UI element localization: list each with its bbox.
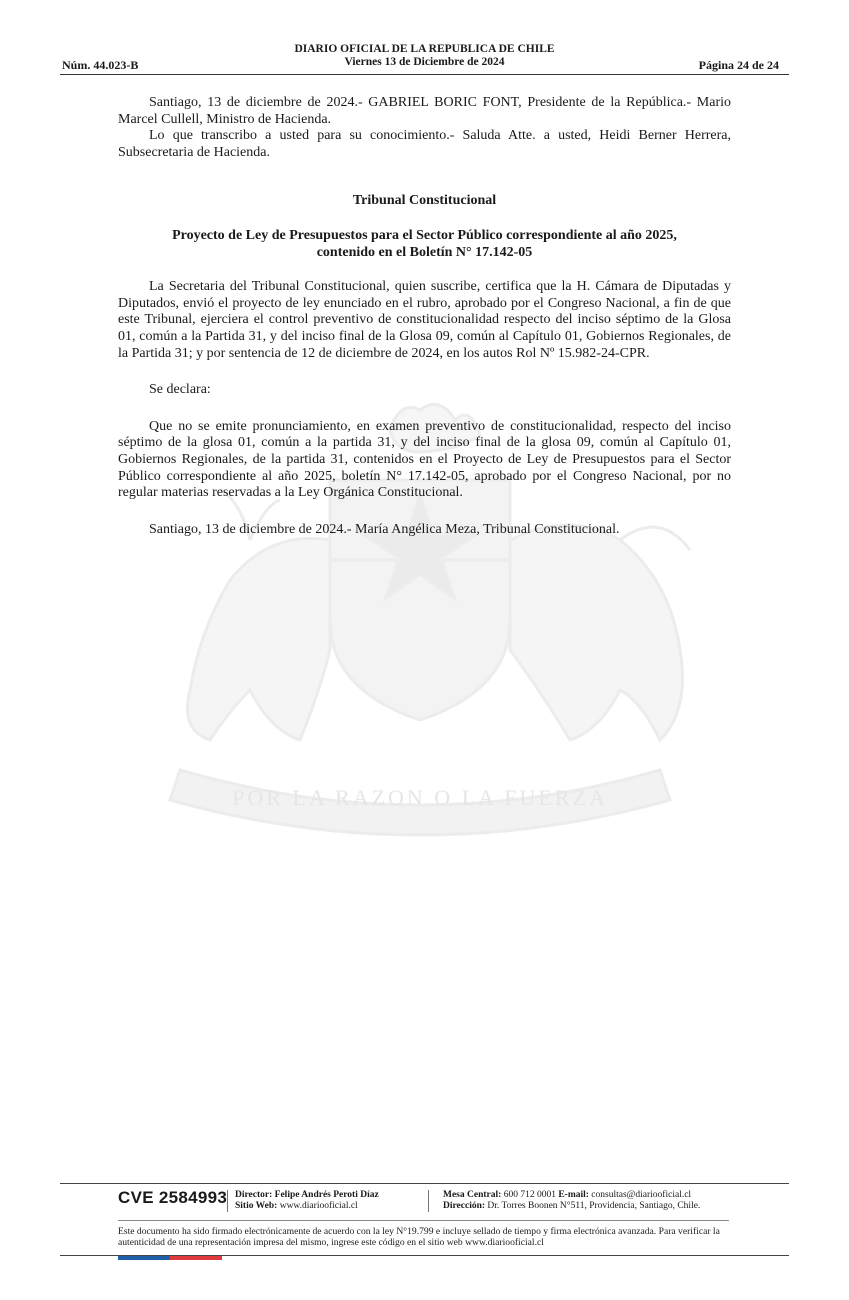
phone-number: 600 712 0001 (503, 1190, 556, 1200)
website-link[interactable]: www.diariooficial.cl (279, 1201, 358, 1211)
declaration-paragraph: Que no se emite pronunciamiento, en examen preventivo de constitucionalidad, respecto del inciso séptimo de la glosa 01, común a la partida 31, y del inciso final de la glosa 09, común al Capítulo 01, Gobiernos Regionales, de la partida 31, contenidos en el Proyecto de Ley de Presupuestos para el Sector Público correspondiente al año 2025, boletín N° 17.142-05, aprobado por el Congreso Nacional, por no regular materias reservadas a la Ley Orgánica Constitucional. (118, 418, 731, 501)
heading-line-2: contenido en el Boletín N° 17.142-05 (316, 244, 533, 260)
website-label: Sitio Web: (235, 1201, 278, 1211)
closing-paragraph-1: Santiago, 13 de diciembre de 2024.- GABRIEL BORIC FONT, Presidente de la República.- Mario Marcel Cullell, Ministro de Hacienda. (118, 95, 731, 127)
footer-contact-block (443, 1190, 700, 1212)
publication-title: DIARIO OFICIAL DE LA REPUBLICA DE CHILE (294, 43, 555, 55)
footer-separator (227, 1190, 228, 1212)
address-label: Dirección: (443, 1201, 486, 1211)
publication-date: Viernes 13 de Diciembre de 2024 (344, 56, 505, 68)
issue-number: Núm. 44.023-B (62, 58, 139, 72)
email-link[interactable]: consultas@diariooficial.cl (591, 1190, 692, 1200)
section-heading (118, 228, 731, 261)
flag-stripe-blue (118, 1256, 170, 1260)
document-body (118, 95, 731, 538)
watermark-motto: POR LA RAZON O LA FUERZA (232, 785, 608, 810)
director-name: Felipe Andrés Peroti Díaz (274, 1190, 379, 1200)
footer-divider-top (60, 1183, 789, 1184)
signature-line: Santiago, 13 de diciembre de 2024.- María Angélica Meza, Tribunal Constitucional. (149, 521, 620, 537)
phone-label: Mesa Central: (443, 1190, 502, 1200)
footer-divider-middle (118, 1220, 729, 1221)
address-value: Dr. Torres Boonen N°511, Providencia, Santiago, Chile. (487, 1201, 701, 1211)
certification-paragraph: La Secretaria del Tribunal Constitucional, quien suscribe, certifica que la H. Cámara de Diputadas y Diputados, envió el proyecto de ley enunciado en el rubro, aprobado por el Congreso Nacional, a fin de que este Tribunal, ejerciera el control preventivo de constitucionalidad respecto del inciso séptimo de la Glosa 01, común a la Partida 31, y del inciso final de la Glosa 09, común al Capítulo 01, Gobiernos Regionales, de la Partida 31; y por sentencia de 12 de diciembre de 2024, en los autos Rol Nº 15.982-24-CPR. (118, 279, 731, 361)
page-number: Página 24 de 24 (698, 58, 779, 72)
declaration-intro: Se declara: (149, 382, 211, 398)
email-label: E-mail: (558, 1190, 589, 1200)
flag-stripe-red (170, 1256, 222, 1260)
section-title: Tribunal Constitucional (352, 193, 497, 209)
footer-director-block (235, 1190, 379, 1212)
closing-paragraph-2: Lo que transcribo a usted para su conocimiento.- Saluda Atte. a usted, Heidi Berner Herrera, Subsecretaria de Hacienda. (118, 128, 731, 160)
header-divider (60, 74, 789, 75)
cve-code: CVE 2584993 (118, 1188, 228, 1207)
heading-line-1: Proyecto de Ley de Presupuestos para el Sector Público correspondiente al año 2025, (172, 227, 677, 243)
footer-separator (428, 1190, 429, 1212)
director-label: Director: (235, 1190, 273, 1200)
electronic-signature-note: Este documento ha sido firmado electrónicamente de acuerdo con la ley N°19.799 e incluye sellado de tiempo y firma electrónica avanzada. Para verificar la autenticidad de una representación impresa del mismo, ingrese este código en el sitio web www.diariooficial.cl (118, 1226, 720, 1248)
